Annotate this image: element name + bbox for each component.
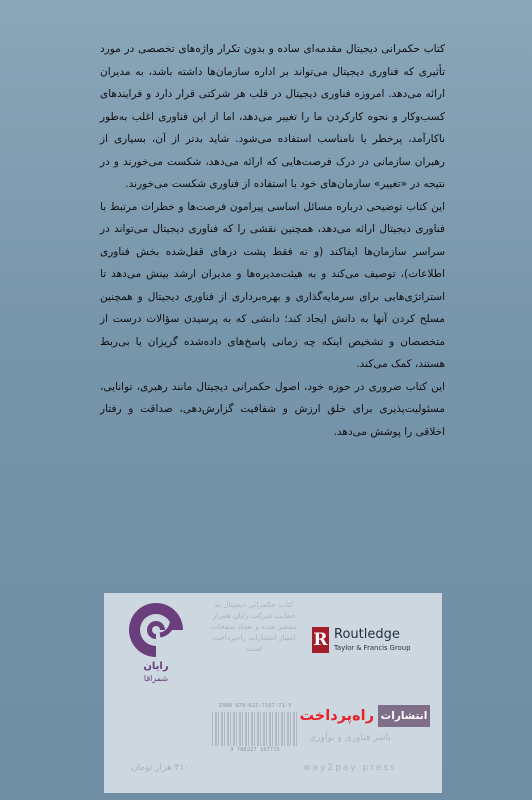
routledge-name: Routledge [334, 627, 400, 642]
publisher-panel [104, 593, 442, 793]
publisher-logo [270, 705, 430, 729]
rights-notice: کتاب حکمرانی دیجیتال به حمایت شرکت رایان همراز منتشر شده و تعداد صفحات امتیاز انتشارات راه‌پرداخت است [210, 600, 298, 653]
rayan-logo-icon [110, 599, 202, 661]
blurb-paragraph-3: این کتاب ضروری در حوزه خود، اصول حکمرانی دیجیتال مانند رهبری، توانایی، مسئولیت‌پذیری برای خلق ارزش و شفافیت گزارش‌دهی، صداقت و رفتار اخلاقی را پوشش می‌دهد. [100, 380, 445, 438]
routledge-mark-icon: R [312, 627, 329, 653]
blurb-paragraph-2: این کتاب توضیحی درباره مسائل اساسی پیرامون فرصت‌ها و خطرات مرتبط با فناوری دیجیتال ارائه می‌دهد، همچنین نقشی را که فناوری دیجیتال می‌تواند در سراسر سازمان‌ها ایفاکند (و نه فقط پشت درهای قفل‌شده بخش فناوری اطلاعات)، توصیف می‌کند و به هیئت‌مدیره‌ها و مدیران ارشد بینش می‌دهد تا استراتژی‌هایی برای سرمایه‌گذاری و بهره‌برداری از فناوری دیجیتال و همچنین مسلح کردن آنها به دانش ایجاد کند؛ دانشی که به پرسیدن سؤالات درست از متخصصان و تشخیص اینکه چه زمانی پاسخ‌های داده‌شده گریزان یا بی‌ربط هستند، کمک می‌کند. [100, 200, 445, 370]
barcode-digits: 9 786227 167715 [230, 747, 280, 753]
publisher-name: راه‌پرداخت [299, 708, 374, 724]
rayan-logo [110, 599, 202, 695]
publisher-website: way2pay press [303, 763, 397, 773]
routledge-subtitle: Taylor & Francis Group [334, 644, 411, 652]
isbn-text: ISBN 978-622-7167-71-5 [218, 703, 292, 709]
blurb-paragraph-1: کتاب حکمرانی دیجیتال مقدمه‌ای ساده و بدون تکرار واژه‌های تخصصی در مورد تأثیری که فناوری دیجیتال می‌تواند بر اداره سازمان‌ها داشته باشد، به مدیران ارائه می‌دهد. امروزه فناوری دیجیتال در قلب هر شرکتی قرار دارد و فرایندهای کسب‌وکار و نحوه کارکردن ما را تغییر می‌دهد، اما از این فناوری اغلب به‌طور ناکارآمد، پرخطر یا نامناسب استفاده می‌شود. شاید بدتر از آن، بسیاری از رهبران سازمانی در درک فرصت‌هایی که ارائه می‌دهد، شکست می‌خورند و در نتیجه در «تغییر» سازمان‌های خود با استفاده از فناوری شکست می‌خورند. [100, 43, 445, 190]
publisher-tagline: ناشر فناوری و نوآوری [309, 733, 391, 743]
blurb-text [100, 38, 445, 443]
publisher-label: انتشارات [378, 705, 430, 727]
routledge-logo [312, 627, 436, 657]
rayan-logo-name: رایان [143, 661, 169, 672]
rayan-logo-subname: شمراقا [143, 674, 169, 683]
price-label: ۳۱۰ هزار تومان [130, 763, 190, 773]
